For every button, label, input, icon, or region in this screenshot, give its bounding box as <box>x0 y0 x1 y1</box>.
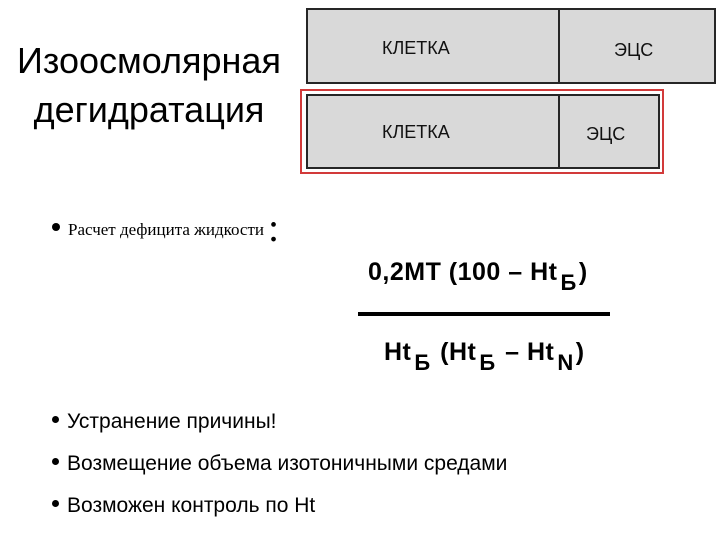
bullet-deficit <box>52 205 280 250</box>
bullet-text: Устранение причины! <box>67 410 277 433</box>
formula-numerator <box>368 258 588 295</box>
denominator-subscript: N <box>557 350 574 375</box>
denominator-subscript: Б <box>414 350 431 375</box>
cell-label: КЛЕТКА <box>382 122 450 142</box>
title-line-2: дегидратация <box>33 89 265 130</box>
denominator-text: – Ht <box>497 338 555 366</box>
slide-title <box>0 36 298 134</box>
compartment-diagram-top <box>306 8 716 84</box>
bullet-dot <box>52 500 59 507</box>
bullet-volume <box>52 452 507 476</box>
numerator-subscript: Б <box>560 270 577 295</box>
denominator-close: ) <box>575 338 585 366</box>
bullet-control <box>52 494 315 518</box>
compartment-divider <box>558 10 560 82</box>
bullet-dot <box>52 223 60 231</box>
bullet-cause <box>52 410 277 434</box>
bullet-text: Расчет дефицита жидкости <box>68 220 265 239</box>
ecs-label: ЭЦС <box>614 40 654 60</box>
deficit-formula <box>356 252 616 382</box>
ecs-label: ЭЦС <box>586 124 626 144</box>
denominator-text: Ht <box>384 338 412 366</box>
numerator-text: 0,2МТ (100 – Ht <box>368 258 558 286</box>
bullet-text: Возможен контроль по Ht <box>67 494 316 517</box>
fraction-bar <box>358 312 610 316</box>
title-line-1: Изоосмолярная <box>17 40 281 81</box>
bullet-colon: : <box>268 205 280 250</box>
compartment-diagram-bottom <box>306 94 660 169</box>
compartment-divider <box>558 96 560 167</box>
denominator-text: (Ht <box>432 338 477 366</box>
bullet-dot <box>52 458 59 465</box>
formula-denominator <box>384 338 585 375</box>
denominator-subscript: Б <box>479 350 496 375</box>
numerator-close: ) <box>578 258 588 286</box>
bullet-text: Возмещение объема изотоничными средами <box>67 452 508 475</box>
bullet-dot <box>52 416 59 423</box>
cell-label: КЛЕТКА <box>382 38 450 58</box>
